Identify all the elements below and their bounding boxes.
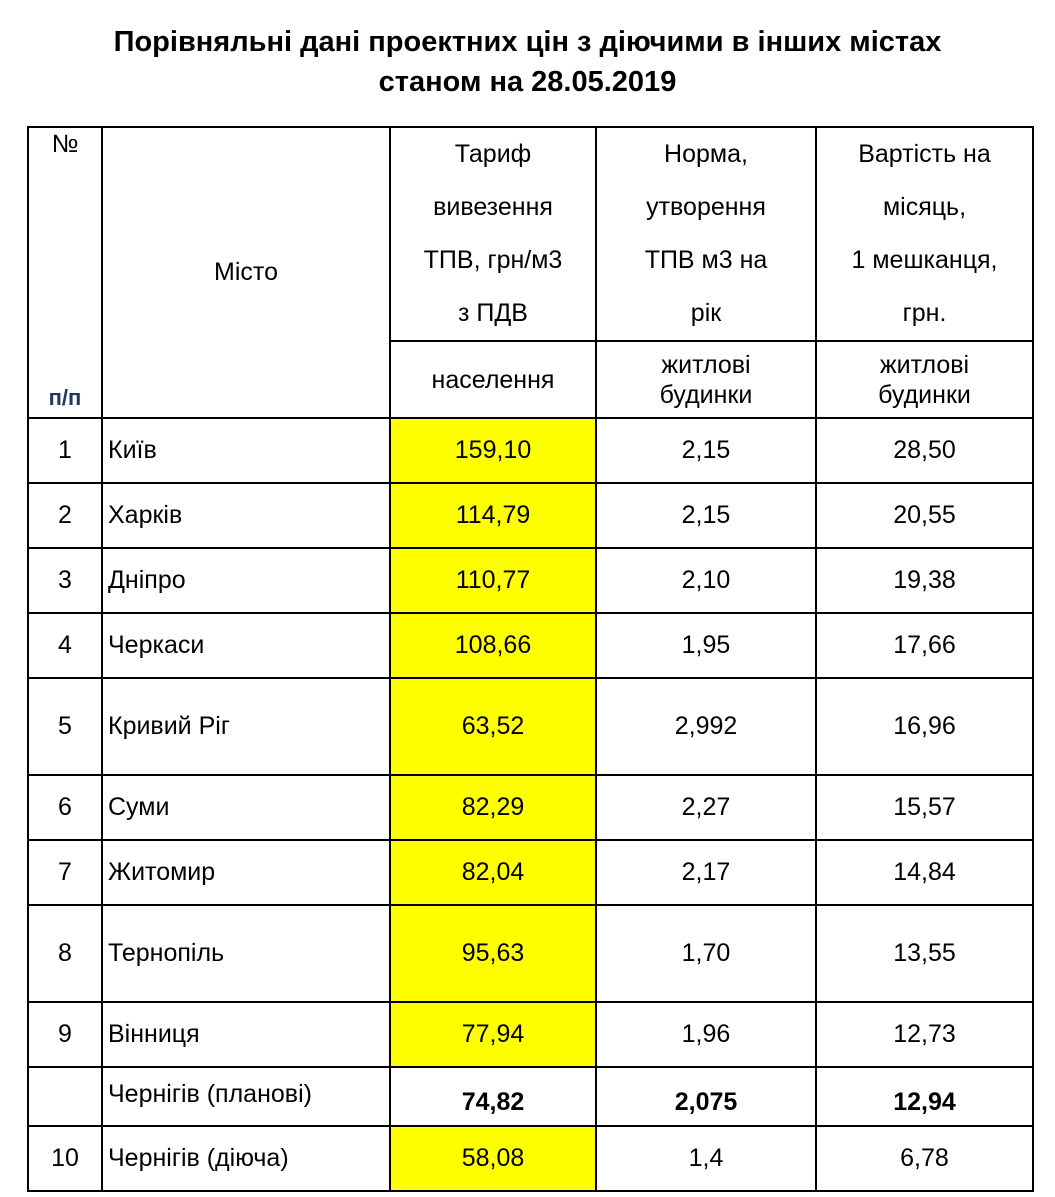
row-tariff: 95,63 — [390, 905, 596, 1002]
current-city: Чернігів (діюча) — [102, 1126, 390, 1191]
table-row — [28, 1002, 1033, 1067]
row-cost: 12,73 — [816, 1002, 1033, 1067]
subheader-norm-line: житлові — [661, 350, 751, 379]
row-tariff: 159,10 — [390, 418, 596, 483]
header-tariff-line: з ПДВ — [458, 299, 528, 327]
header-cost-line: грн. — [902, 299, 947, 327]
table-row — [28, 775, 1033, 840]
row-cost: 28,50 — [816, 418, 1033, 483]
row-cost: 16,96 — [816, 678, 1033, 775]
row-number: 6 — [28, 775, 102, 840]
row-city: Тернопіль — [102, 905, 390, 1002]
header-cost-line: місяць, — [882, 193, 967, 221]
header-tariff-line: Тариф — [454, 140, 532, 168]
row-tariff: 77,94 — [390, 1002, 596, 1067]
row-cost: 19,38 — [816, 548, 1033, 613]
header-norm-line: ТПВ м3 на — [644, 246, 768, 274]
title-line-2: станом на 28.05.2019 — [378, 66, 677, 98]
row-cost: 15,57 — [816, 775, 1033, 840]
row-city: Дніпро — [102, 548, 390, 613]
table-row — [28, 483, 1033, 548]
subheader-cost-line: будинки — [878, 380, 971, 409]
row-norm: 2,992 — [596, 678, 816, 775]
title-line-1: Порівняльні дані проектних цін з діючими в інших містах — [113, 26, 942, 58]
planned-cost: 12,94 — [816, 1067, 1033, 1126]
current-number: 10 — [28, 1126, 102, 1191]
current-tariff: 58,08 — [390, 1126, 596, 1191]
table-row — [28, 905, 1033, 1002]
planned-norm: 2,075 — [596, 1067, 816, 1126]
header-norm-line: утворення — [646, 193, 766, 221]
header-cost — [816, 127, 1033, 341]
current-norm: 1,4 — [596, 1126, 816, 1191]
pp-label: п/п — [48, 385, 82, 410]
row-norm: 2,27 — [596, 775, 816, 840]
row-tariff: 108,66 — [390, 613, 596, 678]
table-row — [28, 678, 1033, 775]
header-tariff-line: ТПВ, грн/м3 — [423, 246, 563, 274]
row-city: Суми — [102, 775, 390, 840]
header-norm — [596, 127, 816, 341]
header-norm-line: Норма, — [664, 140, 748, 168]
row-city: Черкаси — [102, 613, 390, 678]
row-cost: 20,55 — [816, 483, 1033, 548]
table-row — [28, 418, 1033, 483]
row-number: 7 — [28, 840, 102, 905]
subheader-norm — [596, 341, 816, 418]
header-tariff — [390, 127, 596, 341]
table-row — [28, 548, 1033, 613]
header-row — [28, 127, 1033, 341]
page-title — [0, 22, 1055, 102]
row-tariff: 114,79 — [390, 483, 596, 548]
row-city: Кривий Ріг — [102, 678, 390, 775]
planned-number — [28, 1067, 102, 1126]
subheader-cost — [816, 341, 1033, 418]
row-norm: 2,15 — [596, 418, 816, 483]
table-row — [28, 613, 1033, 678]
row-number: 1 — [28, 418, 102, 483]
planned-row — [28, 1067, 1033, 1126]
row-norm: 2,17 — [596, 840, 816, 905]
header-norm-line: рік — [690, 299, 722, 327]
subheader-cost-line: житлові — [879, 350, 970, 379]
row-tariff: 110,77 — [390, 548, 596, 613]
row-cost: 13,55 — [816, 905, 1033, 1002]
row-norm: 1,95 — [596, 613, 816, 678]
header-city: Місто — [102, 127, 390, 418]
row-tariff: 82,04 — [390, 840, 596, 905]
row-city: Житомир — [102, 840, 390, 905]
planned-city: Чернігів (планові) — [102, 1067, 390, 1126]
row-number: 3 — [28, 548, 102, 613]
row-tariff: 82,29 — [390, 775, 596, 840]
header-cost-line: Вартість на — [858, 140, 991, 168]
row-number: 5 — [28, 678, 102, 775]
row-norm: 1,70 — [596, 905, 816, 1002]
row-number: 8 — [28, 905, 102, 1002]
header-cost-line: 1 мешканця, — [851, 246, 998, 274]
row-tariff: 63,52 — [390, 678, 596, 775]
row-city: Харків — [102, 483, 390, 548]
header-number — [28, 127, 102, 418]
subheader-norm-line: будинки — [659, 380, 753, 409]
row-norm: 2,15 — [596, 483, 816, 548]
row-city: Київ — [102, 418, 390, 483]
planned-tariff: 74,82 — [390, 1067, 596, 1126]
subheader-tariff: населення — [390, 341, 596, 418]
row-number: 9 — [28, 1002, 102, 1067]
comparison-table — [27, 126, 1034, 1192]
row-number: 4 — [28, 613, 102, 678]
row-cost: 14,84 — [816, 840, 1033, 905]
header-tariff-line: вивезення — [433, 193, 553, 221]
row-number: 2 — [28, 483, 102, 548]
row-norm: 1,96 — [596, 1002, 816, 1067]
row-city: Вінниця — [102, 1002, 390, 1067]
row-norm: 2,10 — [596, 548, 816, 613]
row-cost: 17,66 — [816, 613, 1033, 678]
current-cost: 6,78 — [816, 1126, 1033, 1191]
number-symbol: № — [51, 130, 79, 158]
current-row — [28, 1126, 1033, 1191]
table-row — [28, 840, 1033, 905]
